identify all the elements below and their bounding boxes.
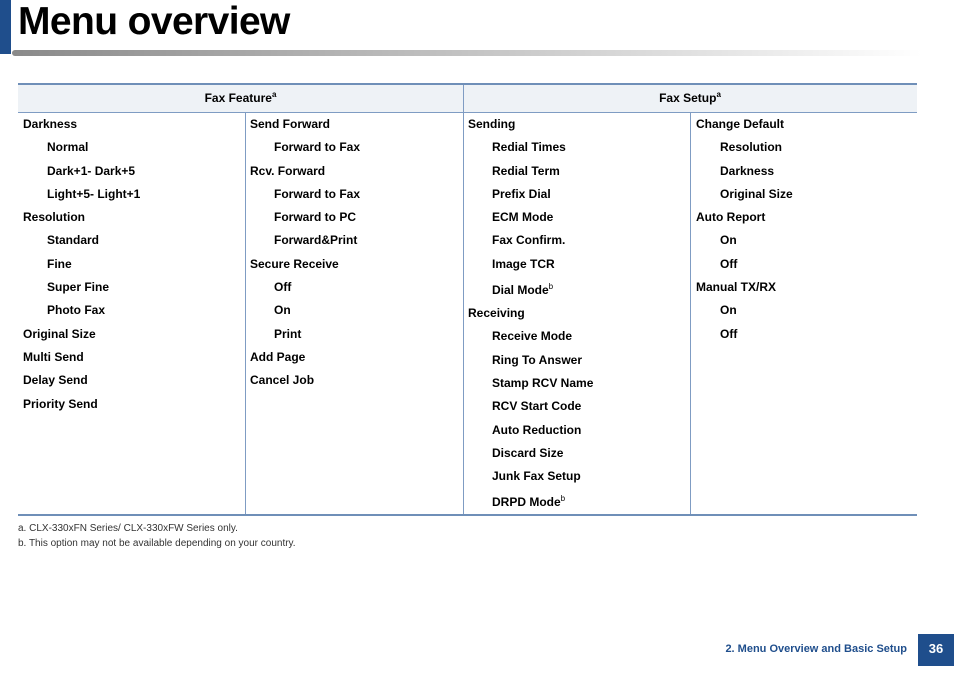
menu-category: [250, 253, 360, 276]
menu-option: [696, 183, 793, 206]
menu-category: [468, 302, 593, 325]
menu-option: [250, 323, 360, 346]
footer-section-label: 2. Menu Overview and Basic Setup: [725, 643, 907, 655]
menu-item-label: On: [274, 303, 291, 318]
menu-item-label: Image TCR: [492, 256, 555, 271]
header-footnote-marker: a: [716, 90, 721, 99]
column-fax-setup-1: [468, 113, 593, 514]
menu-option: [696, 229, 793, 252]
column-divider-left: [245, 113, 246, 514]
menu-item-label: Manual TX/RX: [696, 280, 777, 295]
column-fax-feature-2: [250, 113, 360, 393]
menu-item-label: Redial Term: [492, 163, 560, 178]
menu-item-label: Rcv. Forward: [250, 163, 326, 178]
menu-option: [23, 229, 140, 252]
menu-category: [250, 160, 360, 183]
menu-option: [696, 136, 793, 159]
menu-table: [18, 83, 917, 516]
menu-item-label: Redial Times: [492, 140, 566, 155]
footnote-b: b. This option may not be available depending on your country.: [18, 538, 296, 549]
menu-item-label: Original Size: [720, 186, 793, 201]
menu-option: [250, 229, 360, 252]
footnote-a: a. CLX-330xFN Series/ CLX-330xFW Series only.: [18, 523, 238, 534]
menu-option: [250, 183, 360, 206]
menu-item-label: Junk Fax Setup: [492, 469, 581, 484]
menu-option: [468, 253, 593, 276]
menu-item-label: On: [720, 233, 737, 248]
menu-item-label: Ring To Answer: [492, 352, 582, 367]
menu-option: [468, 276, 593, 302]
menu-item-label: Off: [720, 256, 738, 271]
menu-item-label: ECM Mode: [492, 210, 554, 225]
menu-item-label: Dial Mode: [492, 283, 549, 298]
menu-category: [23, 369, 140, 392]
menu-item-label: Normal: [47, 140, 89, 155]
menu-option: [468, 419, 593, 442]
menu-category: [250, 113, 360, 136]
menu-option: [468, 160, 593, 183]
footnote-marker: b: [548, 282, 554, 292]
menu-item-label: Add Page: [250, 349, 306, 364]
menu-category: [696, 113, 793, 136]
menu-item-label: Forward to PC: [274, 210, 357, 225]
menu-item-label: Darkness: [720, 163, 775, 178]
menu-category: [696, 206, 793, 229]
title-underline: [12, 50, 922, 56]
menu-option: [23, 253, 140, 276]
menu-item-label: Off: [720, 326, 738, 341]
column-fax-feature-1: [23, 113, 140, 416]
menu-category: [250, 369, 360, 392]
menu-option: [468, 136, 593, 159]
menu-option: [468, 206, 593, 229]
menu-item-label: Auto Report: [696, 210, 766, 225]
column-divider-right: [690, 113, 691, 514]
menu-item-label: Receiving: [468, 306, 525, 321]
menu-option: [468, 372, 593, 395]
menu-item-label: Change Default: [696, 117, 785, 131]
menu-item-label: Darkness: [23, 117, 78, 131]
menu-item-label: Delay Send: [23, 373, 88, 388]
menu-item-label: Send Forward: [250, 117, 331, 131]
menu-option: [468, 325, 593, 348]
menu-option: [468, 395, 593, 418]
menu-option: [696, 253, 793, 276]
table-header-row: [18, 85, 917, 113]
menu-option: [468, 465, 593, 488]
menu-item-label: Receive Mode: [492, 329, 573, 344]
menu-item-label: Dark+1- Dark+5: [47, 163, 136, 178]
menu-item-label: Off: [274, 280, 292, 295]
menu-option: [23, 160, 140, 183]
menu-option: [250, 206, 360, 229]
menu-option: [23, 299, 140, 322]
menu-item-label: Sending: [468, 117, 516, 131]
page-title: Menu overview: [18, 0, 290, 43]
menu-item-label: Print: [274, 326, 302, 341]
page-number: 36: [918, 634, 954, 666]
menu-item-label: Auto Reduction: [492, 422, 582, 437]
footnotes: [18, 521, 296, 551]
menu-category: [23, 393, 140, 416]
menu-item-label: RCV Start Code: [492, 399, 582, 414]
menu-option: [23, 136, 140, 159]
menu-item-label: Forward to Fax: [274, 140, 361, 155]
menu-item-label: Multi Send: [23, 349, 84, 364]
menu-item-label: Original Size: [23, 326, 96, 341]
menu-option: [23, 183, 140, 206]
menu-item-label: Photo Fax: [47, 303, 106, 318]
menu-item-label: Prefix Dial: [492, 186, 551, 201]
menu-option: [468, 229, 593, 252]
menu-option: [468, 183, 593, 206]
menu-option: [23, 276, 140, 299]
menu-item-label: Secure Receive: [250, 256, 339, 271]
header-label: Fax Setup: [659, 91, 717, 105]
menu-category: [23, 206, 140, 229]
menu-option: [468, 442, 593, 465]
menu-item-label: Resolution: [720, 140, 782, 155]
menu-category: [23, 346, 140, 369]
menu-option: [696, 299, 793, 322]
menu-item-label: Forward&Print: [274, 233, 358, 248]
menu-item-label: Light+5- Light+1: [47, 186, 141, 201]
menu-item-label: On: [720, 303, 737, 318]
menu-category: [250, 346, 360, 369]
menu-item-label: Stamp RCV Name: [492, 375, 594, 390]
column-divider-main: [463, 85, 464, 514]
menu-item-label: Priority Send: [23, 396, 98, 411]
table-bottom-rule: [18, 514, 917, 516]
column-fax-setup-2: [696, 113, 793, 346]
footnote-marker: b: [560, 494, 566, 504]
menu-item-label: Forward to Fax: [274, 186, 361, 201]
menu-option: [696, 323, 793, 346]
header-fax-feature: [18, 85, 463, 112]
menu-category: [696, 276, 793, 299]
menu-category: [23, 323, 140, 346]
menu-item-label: Cancel Job: [250, 373, 315, 388]
header-footnote-marker: a: [271, 90, 277, 99]
menu-item-label: DRPD Mode: [492, 495, 561, 510]
left-accent-bar: [0, 0, 11, 54]
menu-option: [468, 349, 593, 372]
menu-item-label: Discard Size: [492, 445, 564, 460]
menu-option: [468, 488, 593, 514]
menu-item-label: Fine: [47, 256, 72, 271]
menu-option: [250, 136, 360, 159]
header-label: Fax Feature: [204, 91, 272, 105]
menu-item-label: Fax Confirm.: [492, 233, 566, 248]
menu-category: [23, 113, 140, 136]
menu-category: [468, 113, 593, 136]
menu-option: [250, 276, 360, 299]
menu-option: [696, 160, 793, 183]
menu-option: [250, 299, 360, 322]
menu-item-label: Super Fine: [47, 280, 110, 295]
header-fax-setup: [463, 85, 917, 112]
menu-item-label: Resolution: [23, 210, 85, 225]
menu-item-label: Standard: [47, 233, 100, 248]
